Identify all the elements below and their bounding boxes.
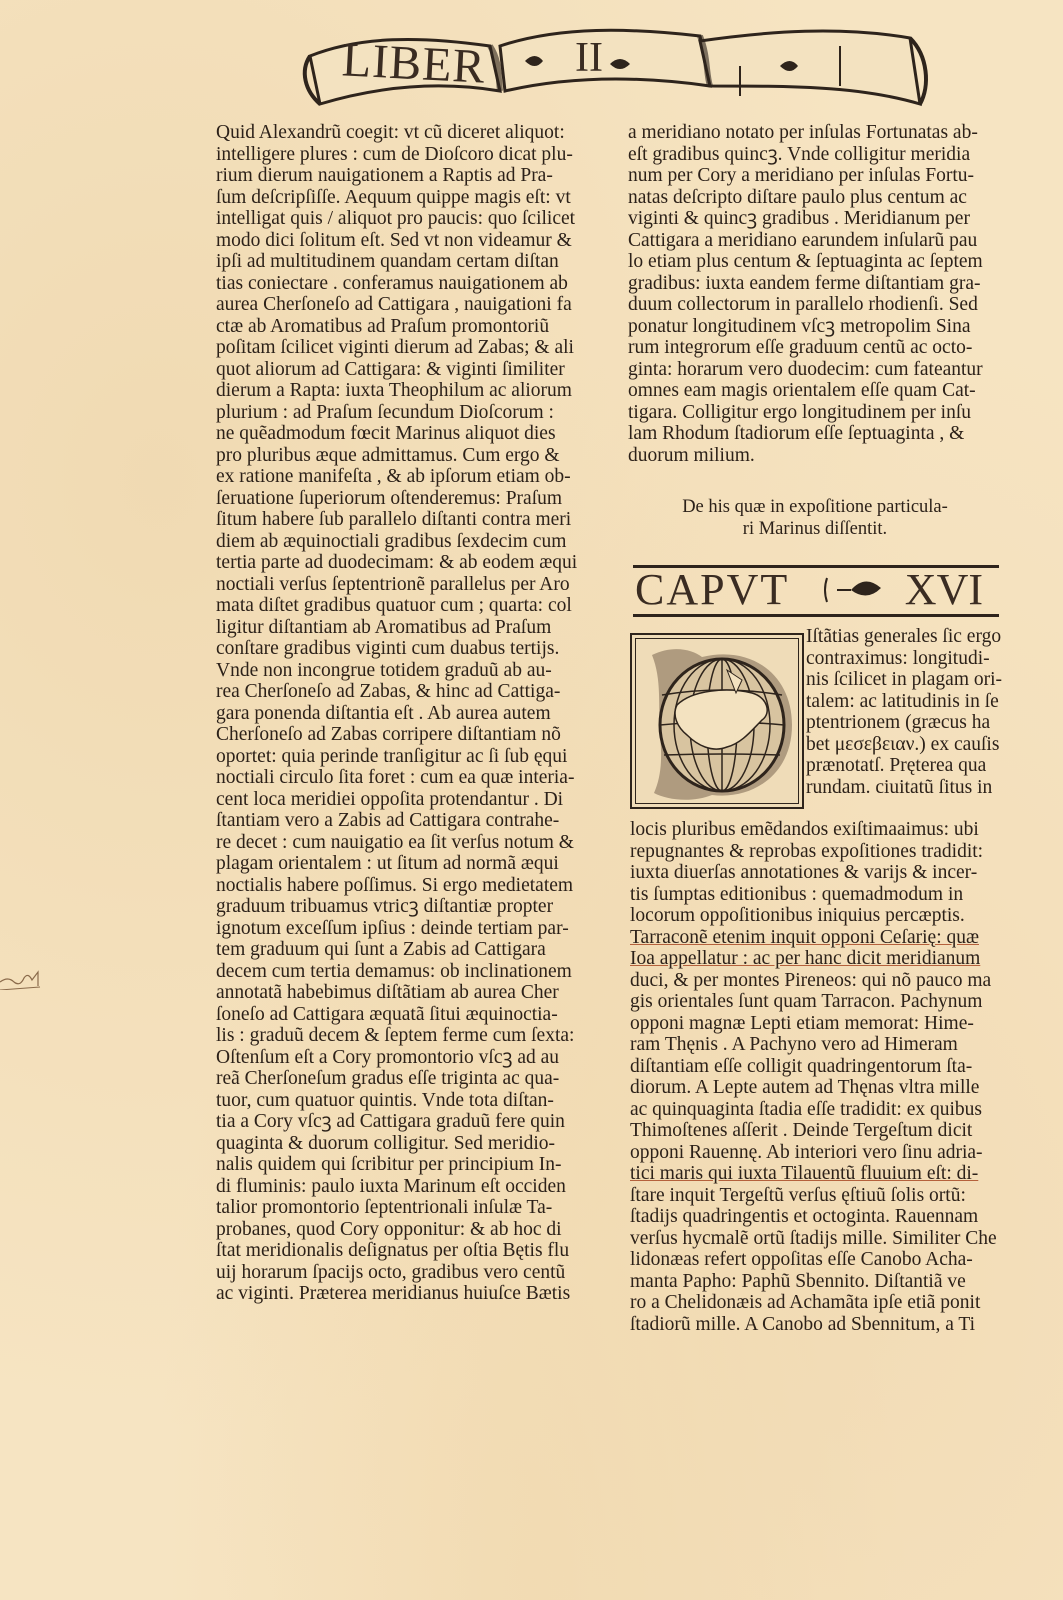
text-line: ptentrionem (græcus ha [806, 712, 991, 733]
banner-label: LIBER [340, 33, 487, 94]
text-line: diorum. A Lepte autem ad Thęnas vltra mille [630, 1077, 980, 1098]
text-line: mata diſtet gradibus quatuor cum ; quarta: col [216, 595, 572, 616]
text-line: verſus hycmalẽ ortũ ſtadijs mille. Similiter Che [630, 1227, 997, 1249]
right-text-column [628, 122, 1003, 466]
text-line: di fluminis: paulo iuxta Marinum eſt occiden [216, 1175, 566, 1197]
text-line: gara ponenda diſtantia eſt . Ab aurea autem [216, 702, 551, 724]
text-line: locis pluribus emẽdandos exiſtimaaimus: ubi [630, 819, 979, 840]
text-line: graduum tribuamus vtricꝫ diſtantiæ propter [216, 896, 554, 917]
text-line: re decet : cum nauigatio ea ſit verſus notum & [216, 831, 574, 853]
text-line: omnes eam magis orientalem eſſe quam Cat- [628, 380, 976, 401]
text-line: ginta: horarum vero duodecim: cum fateantur [628, 358, 983, 380]
text-line: cent loca meridiei oppoſita protendantur . Di [216, 788, 564, 810]
decorated-initial-d [630, 633, 804, 809]
text-line: tem graduum qui ſunt a Zabis ad Cattigara [216, 939, 546, 960]
text-line: natas deſcripto diſtare paulo plus centum ac [628, 186, 967, 208]
chapter-number: XVI [904, 565, 983, 614]
text-line: duci, & per montes Pireneos: qui nõ pauco ma [630, 969, 992, 991]
text-line: pro pluribus æque admittamus. Cum ergo & [216, 444, 560, 466]
text-line: locorum oppoſitionibus iniquius percæptis. [630, 905, 965, 926]
text-line: viginti & quincꝫ gradibus . Meridianum per [628, 208, 970, 229]
text-line: Iſtãtias generales ſic ergo [806, 626, 1002, 647]
text-line: repugnantes & reprobas expoſitiones tradidit: [630, 840, 984, 862]
text-line: Vnde non incongrue totidem graduũ ab au- [216, 659, 552, 681]
text-line: opponi Rauennę. Ab interiori vero ſinu adria- [630, 1141, 983, 1163]
text-line: uij horarum ſpacijs octo, gradibus vero centũ [216, 1261, 566, 1283]
text-line: lo etiam plus centum & ſeptuaginta ac ſeptem [628, 251, 983, 272]
text-line: ignotum exceſſum ipſius : deinde tertiam par- [216, 917, 569, 939]
text-line: bet μεσεβειαν.) ex cauſis [806, 733, 1000, 755]
text-line: Cherſoneſo ad Zabas corripere diſtantiam nõ [216, 724, 561, 745]
text-line: nalis quidem qui ſcribitur per principium In- [216, 1154, 562, 1175]
text-line: talior promontorio ſeptentrionali inſulæ Ta- [216, 1197, 553, 1218]
text-line: aurea Cherſoneſo ad Cattigara , nauigationi fa [216, 294, 572, 315]
text-line: a meridiano notato per inſulas Fortunatas ab- [628, 122, 978, 143]
text-line: noctiali verſus ſeptentrionẽ parallelus per Aro [216, 573, 570, 595]
text-line: ram Thęnis . A Pachyno vero ad Himeram [630, 1034, 958, 1055]
book-number: II [575, 35, 603, 81]
text-line: duum collectorum in parallelo rhodienſi. Sed [628, 294, 978, 315]
text-line: iuxta diuerſas annotationes & varijs & incer- [630, 862, 978, 883]
text-line: tigara. Colligitur ergo longitudinem per inſu [628, 401, 972, 423]
text-line: ſtadijs quadringentis et octoginta. Rauennam [630, 1206, 979, 1227]
text-line: dierum a Rapta: iuxta Theophilum ac aliorum [216, 380, 572, 401]
liber-banner [300, 16, 932, 116]
text-line: num per Cory a meridiano per inſulas Fortu- [628, 165, 975, 186]
text-line: ac quinquaginta ſtadia eſſe tradidit: ex quibus [630, 1098, 982, 1120]
text-line: ſtadiorũ mille. A Canobo ad Sbennitum, a Ti [630, 1313, 976, 1335]
text-line: intelligere plures : cum de Dioſcoro dicat plu- [216, 143, 573, 165]
chapter-text-beside-initial [806, 626, 1006, 798]
text-line: ne quẽadmodum fœcit Marinus aliquot dies [216, 423, 556, 444]
text-line: noctiali circulo ſita foret : cum ea quæ interia- [216, 767, 575, 788]
text-line: noctialis habere poſſimus. Si ergo medietatem [216, 874, 574, 896]
text-line: rundam. ciuitatũ ſitus in [806, 776, 993, 798]
text-line: eſt gradibus quincꝫ. Vnde colligitur meridia [628, 143, 971, 165]
text-line: manta Papho: Paphũ Sbennito. Diſtantiã ve [630, 1270, 966, 1292]
text-line: ctæ ab Aromatibus ad Praſum promontoriũ [216, 315, 550, 337]
text-line: opponi magnæ Lepti etiam memorat: Hime- [630, 1012, 974, 1034]
text-line: plagam orientalem : ut ſitum ad normã æqui [216, 853, 559, 874]
text-line: talem: ac latitudinis in ſe [806, 690, 999, 712]
text-line: Cattigara a meridiano earundem inſularũ pau [628, 229, 978, 251]
text-line: tia a Cory vſcꝫ ad Cattigara graduũ fere quin [216, 1111, 565, 1132]
text-line: ro a Chelidonæis ad Achamãta ipſe etiã ponit [630, 1292, 981, 1313]
text-line: reã Cherſoneſum gradus eſſe triginta ac qua- [216, 1068, 560, 1089]
text-line: prænotatſ. Pręterea qua [806, 755, 987, 776]
text-line: rium dierum nauigationem a Raptis ad Pra- [216, 165, 553, 186]
text-line: tertia parte ad duodecimam: & ab eodem æqui [216, 552, 578, 573]
text-line: plurium : ad Praſum ſecundum Dioſcorum : [216, 401, 554, 423]
text-line: oportet: quia perinde tranſigitur ac ſi ſub ęqui [216, 745, 568, 767]
text-line: ſtat meridionalis deſignatus per oſtia Bętis flu [216, 1240, 570, 1261]
left-text-column [216, 122, 596, 1305]
text-line: conſtare gradibus viginti cum duabus tertijs. [216, 638, 560, 659]
text-line: contraximus: longitudi- [806, 647, 990, 669]
text-line: tis ſumptas editionibus : quemadmodum in [630, 883, 964, 905]
text-line: ſeruatione ſuperiorum oſtenderemus: Praſum [216, 487, 563, 509]
text-line: ligitur diſtantiam ab Aromatibus ad Praſum [216, 616, 552, 638]
text-line: quot aliorum ad Cattigara: & viginti ſimiliter [216, 358, 565, 380]
text-line: rea Cherſoneſo ad Zabas, & hinc ad Cattiga- [216, 681, 561, 702]
text-line: annotatã habebimus diſtãtiam ab aurea Cher [216, 982, 559, 1003]
handwritten-margin-note-icon [0, 970, 45, 990]
leaf-ornament-icon [819, 572, 899, 608]
text-line: decem cum tertia demamus: ob inclinationem [216, 960, 572, 982]
text-line: ſum deſcripſiſſe. Aequum quippe magis eſt: vt [216, 186, 571, 208]
text-line: Quid Alexandrũ coegit: vt cũ diceret aliquot: [216, 122, 565, 143]
chapter-heading [633, 565, 999, 617]
text-line: lidonæas refert oppoſitas eſſe Canobo Acha- [630, 1249, 973, 1270]
text-line: diſtantiam eſſe colligit quadringentorum ſta- [630, 1055, 973, 1077]
text-line: gis orientales ſunt quam Tarracon. Pachynum [630, 991, 983, 1012]
text-line: tuor, cum quatuor quintis. Vnde tota diſtan- [216, 1089, 554, 1111]
text-line: ponatur longitudinem vſcꝫ metropolim Sina [628, 315, 971, 337]
section-heading-line: De his quæ in expoſitione particula- [682, 497, 948, 517]
text-line: lis : graduũ decem & ſeptem ferme cum ſexta: [216, 1025, 575, 1046]
text-line: lam Rhodum ſtadiorum eſſe ſeptuaginta , & [628, 423, 965, 444]
text-line: ſitum habere ſub parallelo diſtanti contra meri [216, 509, 572, 530]
globe-woodcut-icon [632, 635, 802, 807]
text-line: poſitam ſcilicet viginti dierum ad Zabas; & ali [216, 337, 574, 358]
text-line: ſoneſo ad Cattigara æquatã ſitui æquinoctia- [216, 1003, 558, 1025]
text-line: probanes, quod Cory opponitur: & ab hoc di [216, 1218, 562, 1240]
text-line: Tarraconẽ etenim inquit opponi Ceſarię: quæ [630, 926, 979, 948]
section-heading [640, 496, 990, 539]
text-line: Oſtenſum eſt a Cory promontorio vſcꝫ ad au [216, 1046, 560, 1068]
text-line: tici maris qui iuxta Tilauentũ fluuium eſt: di- [630, 1163, 979, 1184]
text-line: duorum milium. [628, 444, 755, 466]
text-line: ſtantiam vero a Zabis ad Cattigara contrahe- [216, 810, 560, 831]
text-line: quaginta & duorum colligitur. Sed meridio- [216, 1132, 556, 1154]
text-line: ac viginti. Præterea meridianus huiuſce Bætis [216, 1283, 571, 1304]
chapter-text-body [630, 819, 1005, 1335]
text-line: ipſi ad multitudinem quandam certam diſtan [216, 251, 559, 272]
text-line: Ioa appellatur : ac per hanc dicit meridianum [630, 948, 981, 969]
text-line: ex ratione manifeſta , & ab ipſorum etiam ob- [216, 466, 571, 487]
text-line: tias coniectare . conferamus nauigationem ab [216, 272, 568, 294]
text-line: ſtare inquit Tergeſtũ verſus ęſtiuũ ſolis ortũ: [630, 1184, 966, 1206]
text-line: rum integrorum eſſe graduum centũ ac octo- [628, 337, 973, 358]
section-heading-line: ri Marinus diſſentit. [742, 518, 888, 539]
text-line: intelligat quis / aliquot pro paucis: quo ſcilicet [216, 208, 576, 229]
text-line: diem ab æquinoctiali gradibus ſexdecim cum [216, 530, 567, 552]
text-line: nis ſcilicet in plagam ori- [806, 669, 1003, 690]
text-line: modo dici ſolitum eſt. Sed vt non videamur & [216, 229, 572, 251]
chapter-title: CAPVT [635, 565, 790, 614]
text-line: gradibus: iuxta eandem ferme diſtantiam gra- [628, 272, 981, 294]
text-line: Thimoſtenes aſſerit . Deinde Tergeſtum dicit [630, 1120, 973, 1141]
